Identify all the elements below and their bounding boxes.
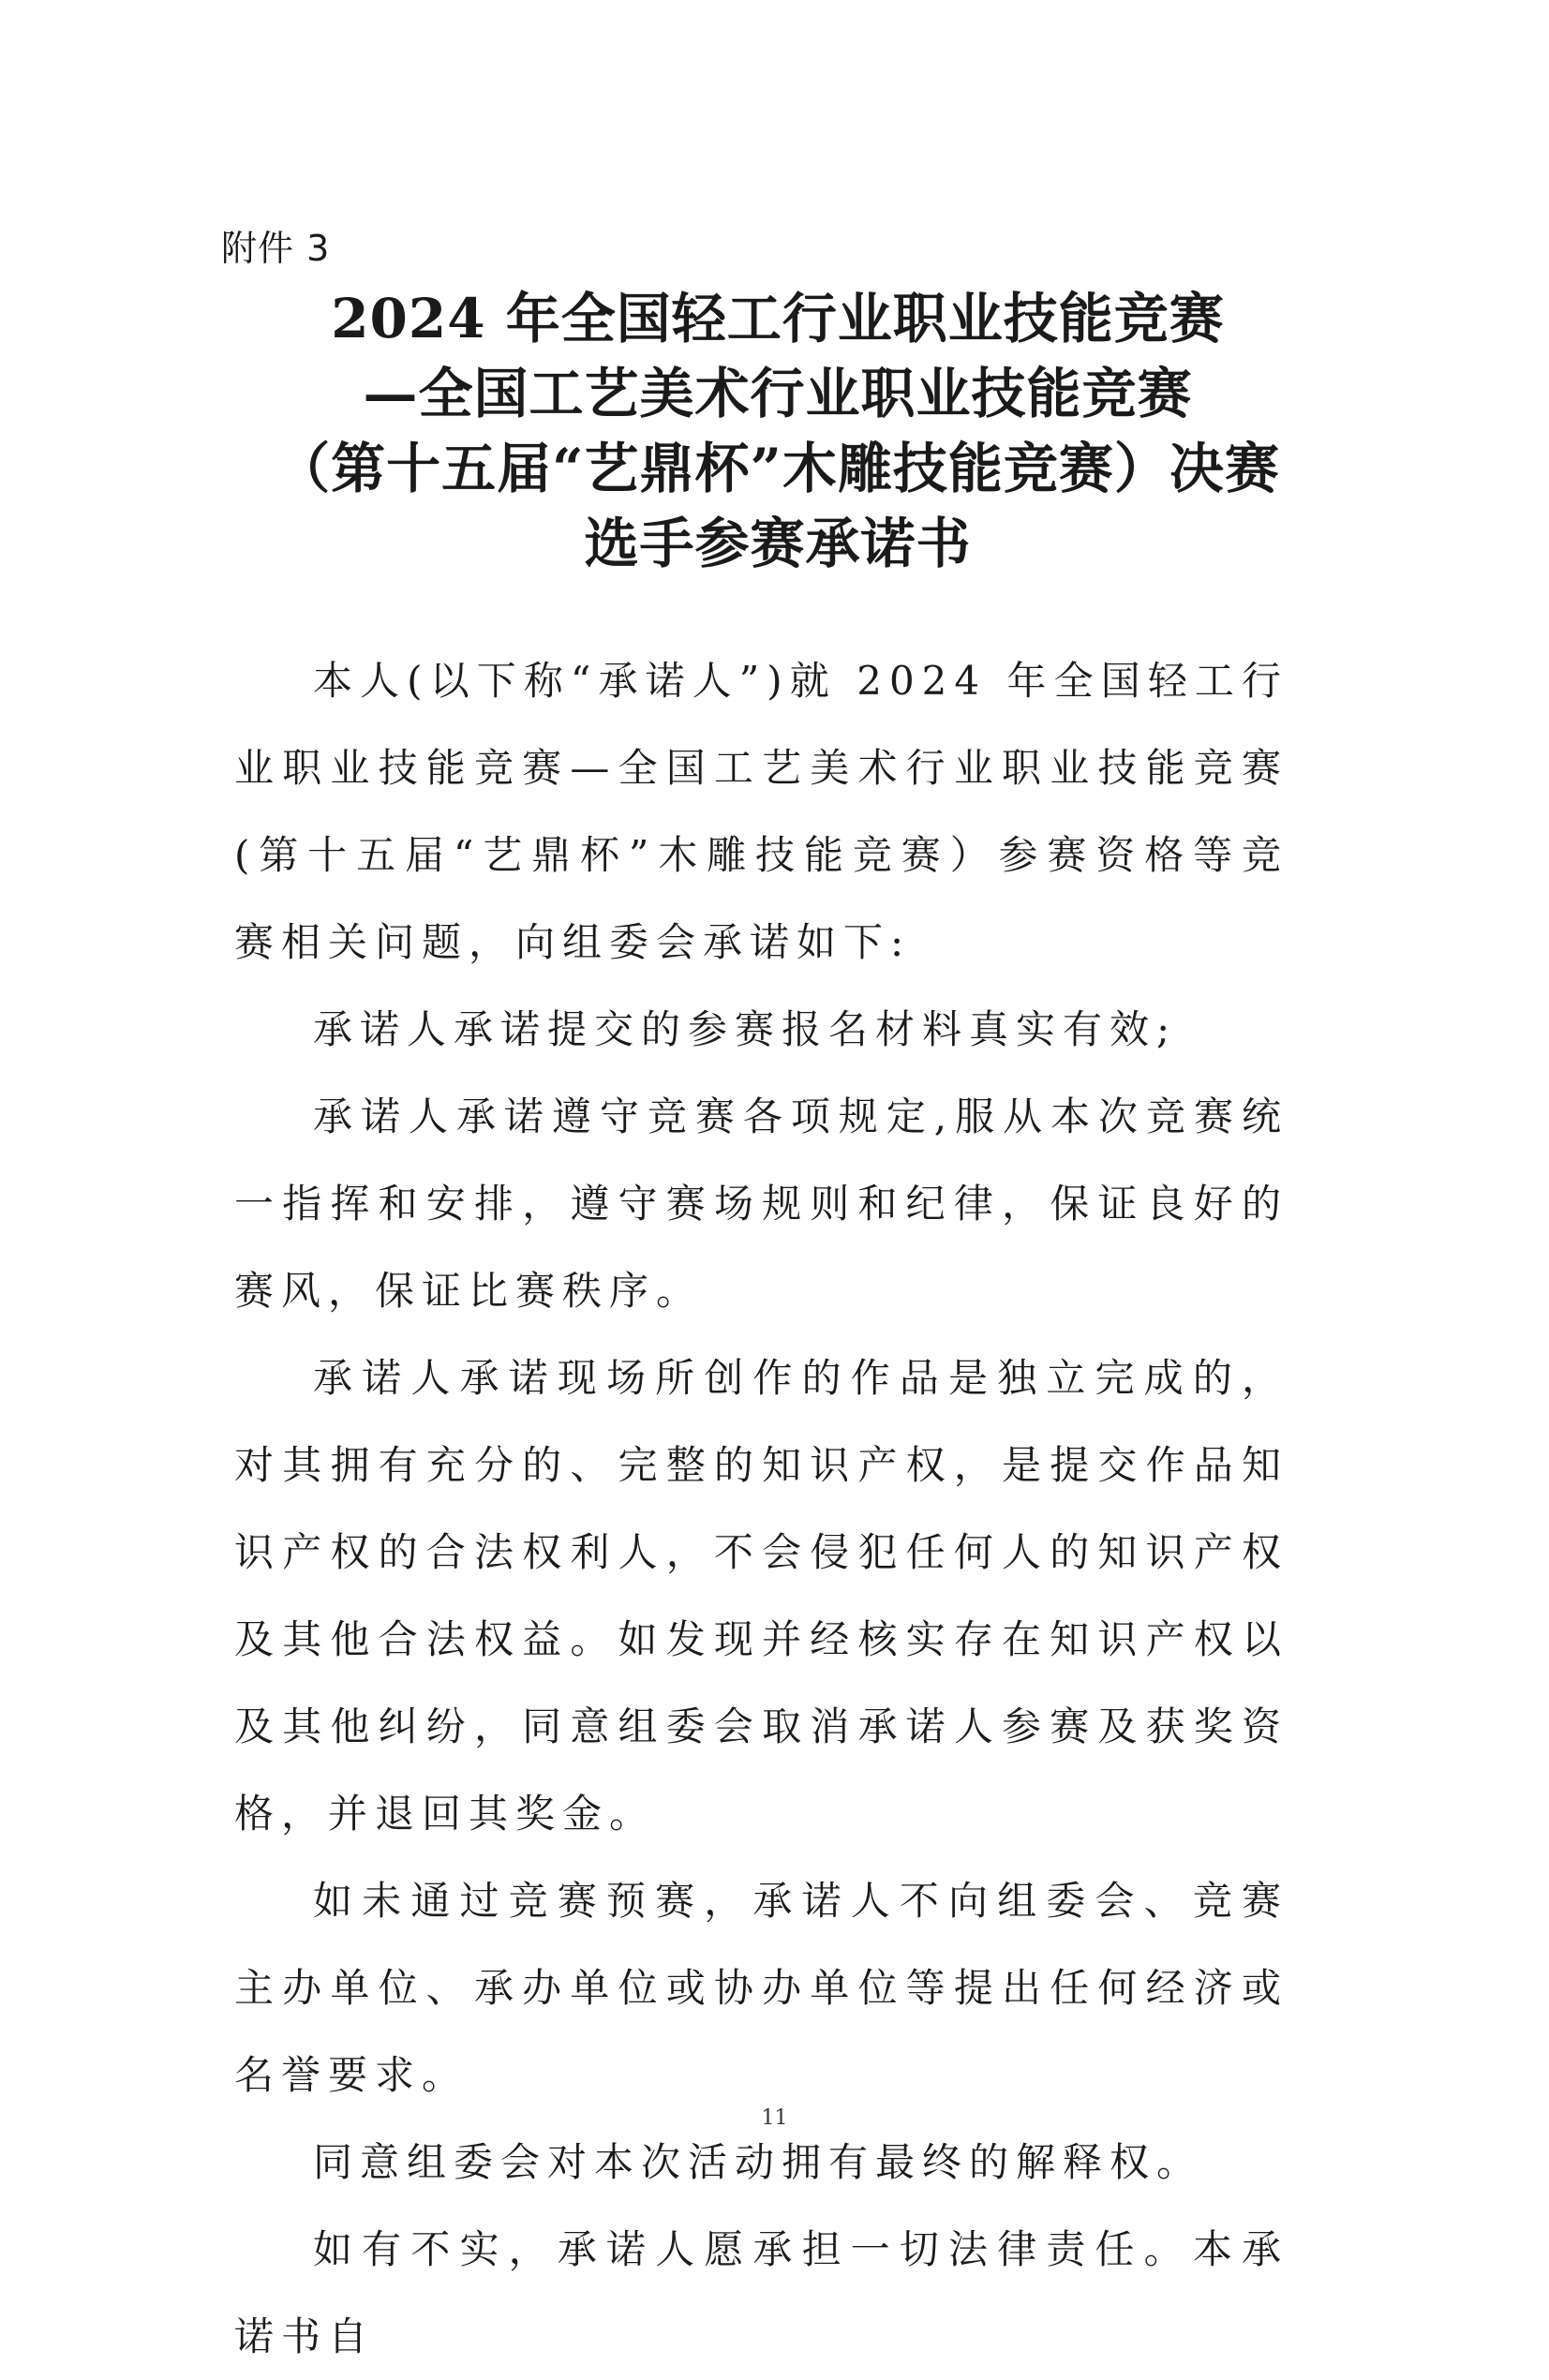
title-line: 2024 年全国轻工行业职业技能竞赛 <box>331 287 1225 350</box>
body-paragraph: 如有不实，承诺人愿承担一切法律责任。本承诺书自 <box>234 2226 1288 2359</box>
document-title <box>169 281 1387 581</box>
body-paragraph: 承诺人承诺遵守竞赛各项规定,服从本次竞赛统一指挥和安排，遵守赛场规则和纪律，保证良好的赛风，保证比赛秩序。 <box>234 1093 1288 1314</box>
title-line: （第十五届“艺鼎杯”木雕技能竞赛）决赛 <box>276 437 1280 500</box>
body-paragraph: 承诺人承诺现场所创作的作品是独立完成的，对其拥有充分的、完整的知识产权，是提交作品知识产权的合法权利人，不会侵犯任何人的知识产权及其他合法权益。如发现并经核实存在知识产权以及其他纠纷，同意组委会取消承诺人参赛及获奖资格，并退回其奖金。 <box>234 1355 1288 1837</box>
body-paragraph: 同意组委会对本次活动拥有最终的解释权。 <box>313 2139 1204 2185</box>
page-number: 11 <box>761 2106 788 2130</box>
attachment-label: 附件 3 <box>221 228 331 269</box>
body-paragraph: 如未通过竞赛预赛，承诺人不向组委会、竞赛主办单位、承办单位或协办单位等提出任何经济或名誉要求。 <box>234 1878 1288 2098</box>
title-line: 选手参赛承诺书 <box>584 512 972 575</box>
body-paragraph: 本人(以下称“承诺人”)就 2024 年全国轻工行业职业技能竞赛—全国工艺美术行业职业技能竞赛(第十五届“艺鼎杯”木雕技能竞赛）参赛资格等竞赛相关问题，向组委会承诺如下: <box>234 658 1288 965</box>
body-paragraph: 承诺人承诺提交的参赛报名材料真实有效; <box>313 1006 1178 1052</box>
title-line: —全国工艺美术行业职业技能竞赛 <box>363 362 1193 425</box>
